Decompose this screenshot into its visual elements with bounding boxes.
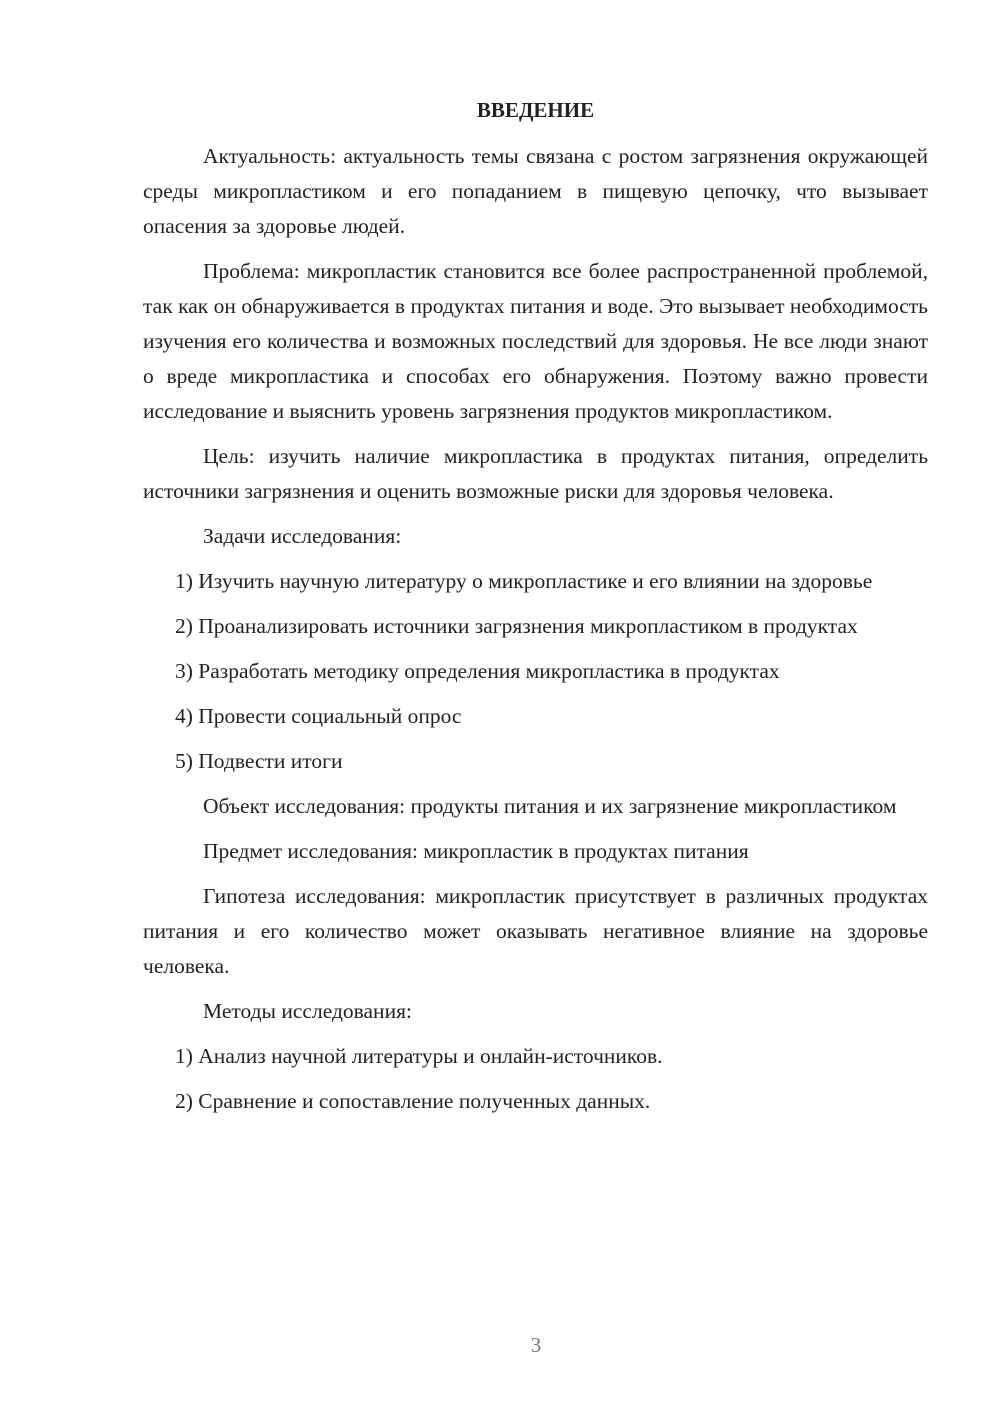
method-item: 1) Анализ научной литературы и онлайн-источников.: [175, 1044, 663, 1068]
method-item: 2) Сравнение и сопоставление полученных данных.: [175, 1089, 651, 1113]
goal-paragraph: Цель: изучить наличие микропластика в продуктах питания, определить источники загрязнения и оценить возможные риски для здоровья человека.: [143, 444, 928, 503]
task-item: 2) Проанализировать источники загрязнения микропластиком в продуктах: [175, 614, 858, 638]
methods-heading: Методы исследования:: [203, 999, 412, 1023]
object-paragraph: Объект исследования: продукты питания и их загрязнение микропластиком: [203, 794, 897, 818]
tasks-heading: Задачи исследования:: [203, 524, 402, 548]
problem-paragraph: Проблема: микропластик становится все более распространенной проблемой, так как он обнаруживается в продуктах питания и воде. Это вызывает необходимость изучения его количества и возможных последствий для здоровья. Не все люди знают о вреде микропластика и способах его обнаружения. Поэтому важно провести исследование и выяснить уровень загрязнения продуктов микропластиком.: [143, 259, 928, 423]
task-item: 5) Подвести итоги: [175, 749, 343, 773]
task-item: 1) Изучить научную литературу о микропластике и его влиянии на здоровье: [175, 569, 873, 593]
section-title: ВВЕДЕНИЕ: [476, 98, 595, 122]
relevance-paragraph: Актуальность: актуальность темы связана с ростом загрязнения окружающей среды микропластиком и его попаданием в пищевую цепочку, что вызывает опасения за здоровье людей.: [143, 144, 928, 238]
page-number: 3: [530, 1333, 542, 1357]
hypothesis-paragraph: Гипотеза исследования: микропластик присутствует в различных продуктах питания и его количество может оказывать негативное влияние на здоровье человека.: [143, 884, 928, 978]
task-item: 3) Разработать методику определения микропластика в продуктах: [175, 659, 780, 683]
page-content: [143, 93, 928, 1129]
task-item: 4) Провести социальный опрос: [175, 704, 462, 728]
subject-paragraph: Предмет исследования: микропластик в продуктах питания: [203, 839, 749, 863]
